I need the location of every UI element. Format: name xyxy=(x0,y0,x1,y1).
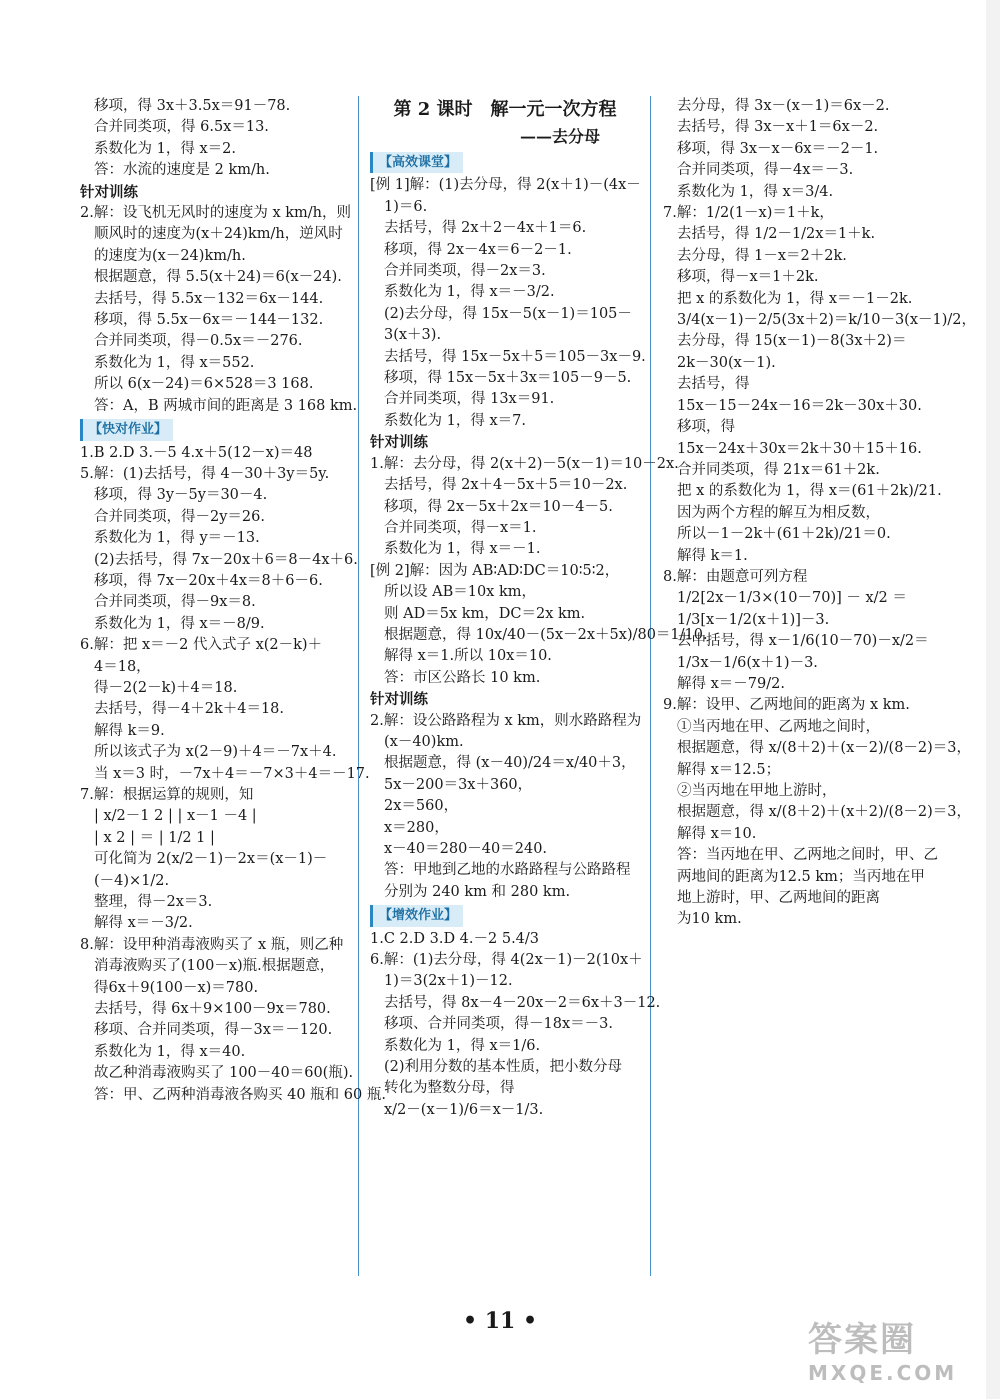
answer-line: 针对训练 xyxy=(80,183,138,201)
answer-line: 1.C 2.D 3.D 4.－2 5.4/3 xyxy=(370,930,540,947)
answer-line: 1/3[x－1/2(x＋1)]－3. xyxy=(677,611,830,628)
answer-line: 解得 k＝1. xyxy=(677,547,748,564)
answer-line: 系数化为 1，得 x＝－3/2. xyxy=(384,284,555,301)
answer-line: (x－40)km. xyxy=(384,733,464,750)
answer-line: (2)去括号，得 7x－20x＋6＝8－4x＋6. xyxy=(94,551,358,568)
answer-line: 4＝18， xyxy=(94,658,151,675)
answer-line: 解得 x＝10. xyxy=(677,825,757,842)
answer-line: 所以该式子为 x(2－9)＋4＝－7x＋4. xyxy=(94,744,337,761)
answer-line: 根据题意，得 x/(8＋2)＋(x＋2)/(8－2)＝3， xyxy=(677,804,972,821)
answer-line: 系数化为 1，得 x＝7. xyxy=(384,412,526,429)
answer-line: | x/2－1 2 | | x－1 －4 | xyxy=(94,808,257,825)
answer-line: 5.解：(1)去括号，得 4－30＋3y＝5y. xyxy=(80,465,330,482)
answer-line: 6.解：(1)去分母，得 4(2x－1)－2(10x＋ xyxy=(370,952,643,969)
answer-line xyxy=(80,417,350,442)
answer-line: (2)去分母，得 15x－5(x－1)＝105－ xyxy=(384,305,632,322)
answer-line: 3/4(x－1)－2/5(3x＋2)＝k/10－3(x－1)/2， xyxy=(677,312,977,329)
answer-line: 去括号，得 2x＋2－4x＋1＝6. xyxy=(384,220,587,237)
answer-line: 针对训练 xyxy=(370,434,428,452)
answer-line: 合并同类项，得－x＝1. xyxy=(384,519,537,536)
answer-line: 答：甲地到乙地的水路路程与公路路程 xyxy=(384,862,631,879)
answer-line: 转化为整数分母，得 xyxy=(384,1080,515,1097)
answer-line: ①当丙地在甲、乙两地之间时， xyxy=(677,718,880,735)
answer-line: 解得 x＝－3/2. xyxy=(94,915,193,932)
answer-line: 合并同类项，得－9x＝8. xyxy=(94,594,256,611)
answer-line: x－40＝280－40＝240. xyxy=(384,841,548,857)
answer-line xyxy=(370,903,640,928)
answer-line: 去分母，得 3x－(x－1)＝6x－2. xyxy=(677,98,890,114)
answer-line: 15x－24x＋30x＝2k＋30＋15＋16. xyxy=(677,440,922,457)
answer-line: 5x－200＝3x＋360， xyxy=(384,776,533,793)
answer-line: 去分母，得 1－x＝2＋2k. xyxy=(677,247,847,264)
answer-line: 顺风时的速度为(x＋24)km/h，逆风时 xyxy=(94,226,343,243)
answer-line: 1.解：去分母，得 2(x＋2)－5(x－1)＝10－2x. xyxy=(370,455,679,472)
answer-line: 15x－15－24x－16＝2k－30x＋30. xyxy=(677,397,922,414)
answer-line: 移项，得 7x－20x＋4x＝8＋6－6. xyxy=(94,572,323,589)
answer-line: 根据题意，得 (x－40)/24＝x/40＋3， xyxy=(384,755,636,772)
answer-line: 去括号，得 5.5x－132＝6x－144. xyxy=(94,290,324,307)
answer-line: 根据题意，得 10x/40－(5x－2x＋5x)/80＝1/10. xyxy=(384,626,708,643)
left-column xyxy=(80,96,386,1106)
answer-line: 1)＝6. xyxy=(384,198,428,215)
answer-line: 合并同类项，得－0.5x＝－276. xyxy=(94,333,303,350)
answer-line: 合并同类项，得 21x＝61＋2k. xyxy=(677,461,880,478)
answer-line: 移项，得 3x－x－6x＝－2－1. xyxy=(677,140,879,157)
answer-line: 去括号，得 8x－4－20x－2＝6x＋3－12. xyxy=(384,994,661,1011)
answer-line: 2.解：设飞机无风时的速度为 x km/h，则 xyxy=(80,205,351,222)
page-edge xyxy=(986,0,1000,1399)
answer-line: 移项，得 2x－4x＝6－2－1. xyxy=(384,241,572,258)
answer-line: 根据题意，得 5.5(x＋24)＝6(x－24). xyxy=(94,269,342,286)
answer-line: 移项，得 3x＋3.5x＝91－78. xyxy=(94,98,291,114)
answer-line: 1/3x－1/6(x＋1)－3. xyxy=(677,654,818,671)
answer-line: 地上游时，甲、乙两地间的距离 xyxy=(677,890,880,907)
answer-line: 去中括号，得 x－1/6(10－70)－x/2＝ xyxy=(677,633,929,650)
answer-line: 解得 x＝12.5； xyxy=(677,761,781,778)
answer-line: 2k－30(x－1). xyxy=(677,354,776,371)
answer-line: 合并同类项，得－4x＝－3. xyxy=(677,162,854,179)
answer-line: 8.解：由题意可列方程 xyxy=(663,568,808,585)
answer-line: 解得 x＝1.所以 10x＝10. xyxy=(384,648,552,665)
answer-line: 移项、合并同类项，得－18x＝－3. xyxy=(384,1016,613,1033)
answer-line: 消毒液购买了(100－x)瓶.根据题意， xyxy=(94,958,335,975)
answer-line: 因为两个方程的解互为相反数， xyxy=(677,504,880,521)
answer-line: 去括号，得 2x＋4－5x＋5＝10－2x. xyxy=(384,477,628,494)
middle-column xyxy=(370,96,708,1121)
answer-line: 1/2[2x－1/3×(10－70)] － x/2 ＝ xyxy=(677,590,907,607)
answer-line: 答：水流的速度是 2 km/h. xyxy=(94,162,270,179)
answer-line: 系数化为 1，得 x＝－1. xyxy=(384,541,541,558)
answer-line: 6.解：把 x＝－2 代入式子 x(2－k)＋ xyxy=(80,637,323,654)
answer-line: 解得 k＝9. xyxy=(94,722,165,739)
answer-line: 根据题意，得 x/(8＋2)＋(x－2)/(8－2)＝3， xyxy=(677,740,972,757)
answer-line: 2x＝560， xyxy=(384,798,459,815)
answer-line: 合并同类项，得－2x＝3. xyxy=(384,263,546,280)
answer-line: 9.解：设甲、乙两地间的距离为 x km. xyxy=(663,697,910,714)
answer-line: 系数化为 1，得 x＝40. xyxy=(94,1043,246,1060)
answer-line: 去括号，得 6x＋9×100－9x＝780. xyxy=(94,1001,331,1018)
answer-line: 系数化为 1，得 y＝－13. xyxy=(94,530,260,547)
answer-line: 1)＝3(2x＋1)－12. xyxy=(384,973,513,990)
answer-line: 移项，得 15x－5x＋3x＝105－9－5. xyxy=(384,370,632,387)
answer-line: 去分母，得 15(x－1)－8(3x＋2)＝ xyxy=(677,333,907,350)
watermark-logo xyxy=(808,1312,978,1392)
watermark-title: 答案圈 xyxy=(808,1320,916,1360)
answer-line: 7.解：根据运算的规则，知 xyxy=(80,787,254,803)
answer-line: 答：甲、乙两种消毒液各购买 40 瓶和 60 瓶. xyxy=(94,1086,386,1103)
answer-line: 8.解：设甲种消毒液购买了 x 瓶，则乙种 xyxy=(80,936,344,953)
answer-line: 所以 6(x－24)＝6×528＝3 168. xyxy=(94,376,314,393)
answer-line: (2)利用分数的基本性质，把小数分母 xyxy=(384,1059,623,1076)
answer-line: 把 x 的系数化为 1，得 x＝(61＋2k)/21. xyxy=(677,483,942,500)
answer-line: 所以－1－2k＋(61＋2k)/21＝0. xyxy=(677,526,891,543)
answer-line: 两地间的距离为12.5 km；当丙地在甲 xyxy=(677,868,925,885)
answer-line: 去括号，得 xyxy=(677,376,750,393)
section-tag: 【高效课堂】 xyxy=(370,152,463,173)
watermark-url: MXQE.COM xyxy=(808,1361,958,1385)
page-number: • 11 • xyxy=(462,1308,538,1334)
answer-line: 把 x 的系数化为 1，得 x＝－1－2k. xyxy=(677,290,913,307)
answer-line: 得6x＋9(100－x)＝780. xyxy=(94,979,259,996)
answer-line: 2.解：设公路路程为 x km，则水路路程为 xyxy=(370,712,642,729)
answer-line: 系数化为 1，得 x＝1/6. xyxy=(384,1037,541,1054)
answer-line: 所以设 AB＝10x km， xyxy=(384,584,537,601)
answer-line: 移项、合并同类项，得－3x＝－120. xyxy=(94,1022,333,1039)
answer-line: 移项，得 2x－5x＋2x＝10－4－5. xyxy=(384,498,613,515)
answer-line: 去括号，得 3x－x＋1＝6x－2. xyxy=(677,119,879,136)
answer-line: 去括号，得 1/2－1/2x＝1＋k. xyxy=(677,226,876,243)
answer-line: 则 AD＝5x km，DC＝2x km. xyxy=(384,605,586,622)
right-column xyxy=(663,96,977,931)
answer-line: [例 1]解：(1)去分母，得 2(x＋1)－(4x－ xyxy=(370,177,641,194)
answer-line: 移项，得 3y－5y＝30－4. xyxy=(94,487,268,504)
answer-line: 当 x＝3 时，－7x＋4＝－7×3＋4＝－17. xyxy=(94,765,370,782)
answer-line: 答：市区公路长 10 km. xyxy=(384,669,541,686)
answer-line: 合并同类项，得 13x＝91. xyxy=(384,391,555,408)
answer-line: 针对训练 xyxy=(370,691,428,709)
column-divider-right xyxy=(650,96,651,1276)
answer-line: ②当丙地在甲地上游时， xyxy=(677,783,837,799)
answer-line: (－4)×1/2. xyxy=(94,872,170,889)
answer-line: 为10 km. xyxy=(677,911,742,928)
answer-line: 1.B 2.D 3.－5 4.x＋5(12－x)＝48 xyxy=(80,444,313,461)
answer-line: 合并同类项，得－2y＝26. xyxy=(94,508,265,525)
answer-line: 解得 x＝－79/2. xyxy=(677,675,785,692)
answer-line: [例 2]解：因为 AB∶AD∶DC＝10∶5∶2， xyxy=(370,562,620,579)
answer-line: 整理，得－2x＝3. xyxy=(94,894,213,911)
answer-line: x/2－(x－1)/6＝x－1/3. xyxy=(384,1101,544,1118)
answer-line: 7.解：1/2(1－x)＝1＋k， xyxy=(663,205,834,222)
answer-line: 系数化为 1，得 x＝2. xyxy=(94,140,236,157)
answer-line: 的速度为(x－24)km/h. xyxy=(94,247,246,264)
answer-line: 去括号，得 15x－5x＋5＝105－3x－9. xyxy=(384,348,646,365)
answer-line: 3(x＋3). xyxy=(384,327,442,344)
answer-line: 答：A，B 两城市间的距离是 3 168 km. xyxy=(94,397,358,414)
answer-line: 系数化为 1，得 x＝552. xyxy=(94,354,255,371)
answer-line xyxy=(370,150,640,175)
answer-line: 移项，得 xyxy=(677,419,735,436)
lesson-title: 第 2 课时 解一元一次方程 xyxy=(393,99,617,120)
answer-line: 系数化为 1，得 x＝－8/9. xyxy=(94,615,265,632)
answer-line: 故乙种消毒液购买了 100－40＝60(瓶). xyxy=(94,1065,354,1082)
answer-line: 系数化为 1，得 x＝3/4. xyxy=(677,183,834,200)
answer-line: 移项，得 5.5x－6x＝－144－132. xyxy=(94,312,324,329)
answer-line: 分别为 240 km 和 280 km. xyxy=(384,883,571,900)
lesson-subtitle: ——去分母 xyxy=(519,127,600,146)
answer-line: 去括号，得－4＋2k＋4＝18. xyxy=(94,701,285,718)
section-tag: 【增效作业】 xyxy=(370,905,463,926)
answer-line: 可化简为 2(x/2－1)－2x＝(x－1)－ xyxy=(94,851,328,868)
answer-line: 答：当丙地在甲、乙两地之间时，甲、乙 xyxy=(677,847,938,864)
section-tag: 【快对作业】 xyxy=(80,419,173,440)
answer-line: | x 2 | ＝ | 1/2 1 | xyxy=(94,829,215,846)
answer-line: x＝280， xyxy=(384,819,449,836)
answer-line: 移项，得－x＝1＋2k. xyxy=(677,269,819,286)
answer-line: 合并同类项，得 6.5x＝13. xyxy=(94,119,269,136)
answer-line: 得－2(2－k)＋4＝18. xyxy=(94,679,238,696)
